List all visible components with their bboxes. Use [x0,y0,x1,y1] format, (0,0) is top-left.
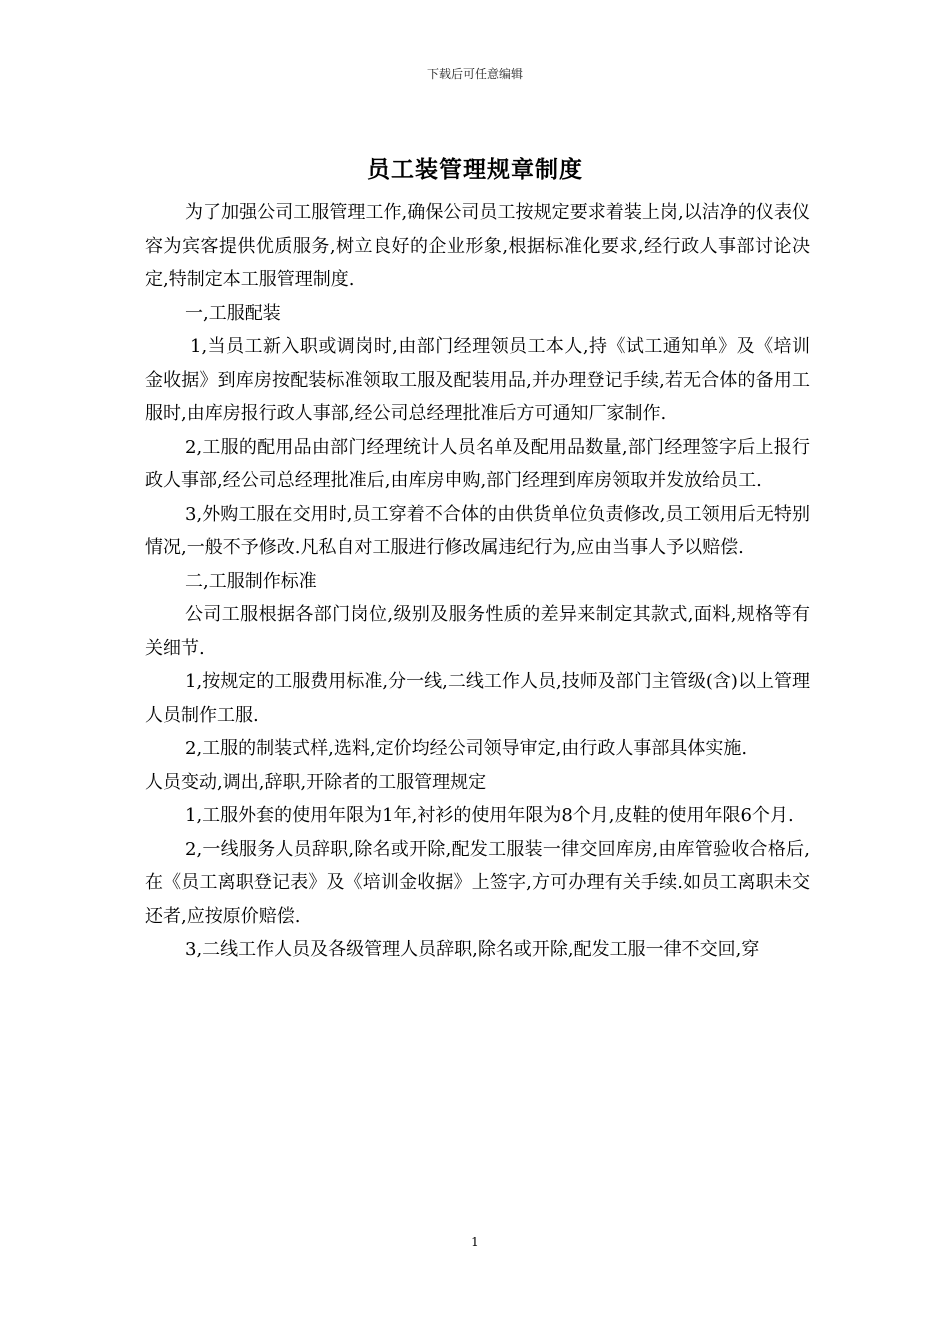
paragraph-change-3: 3,二线工作人员及各级管理人员辞职,除名或开除,配发工服一律不交回,穿 [185,939,760,960]
paragraph-issue-3: 3,外购工服在交用时,员工穿着不合体的由供货单位负责修改,员工领用后无特别情况,一般不予修改.凡私自对工服进行修改属违纪行为,应由当事人予以赔偿. [145,503,810,558]
paragraph-standard-2: 2,工服的制装式样,选料,定价均经公司领导审定,由行政人事部具体实施. [185,738,748,759]
paragraph-change-1: 1,工服外套的使用年限为1年,衬衫的使用年限为8个月,皮鞋的使用年限6个月. [185,805,794,826]
paragraph-standard-1: 1,按规定的工服费用标准,分一线,二线工作人员,技师及部门主管级(含)以上管理人员制作工服. [145,671,810,726]
paragraph-standard-intro: 公司工服根据各部门岗位,级别及服务性质的差异来制定其款式,面料,规格等有关细节. [145,604,810,659]
section-heading-uniform-issue: 一,工服配装 [185,302,281,324]
paragraph-issue-2: 2,工服的配用品由部门经理统计人员名单及配用品数量,部门经理签字后上报行政人事部,经公司总经理批准后,由库房申购,部门经理到库房领取并发放给员工. [145,436,810,491]
document-title: 员工装管理规章制度 [367,156,583,183]
section-heading-uniform-standard: 二,工服制作标准 [185,570,317,592]
paragraph-issue-1: 1,当员工新入职或调岗时,由部门经理领员工本人,持《试工通知单》及《培训金收据》到库房按配装标准领取工服及配装用品,并办理登记手续,若无合体的备用工服时,由库房报行政人事部,经公司总经理批准后方可通知厂家制作. [145,336,810,424]
page-number: 1 [471,1235,479,1249]
document-body [145,196,810,967]
paragraph-change-2: 2,一线服务人员辞职,除名或开除,配发工服装一律交回库房,由库管验收合格后,在《员工离职登记表》及《培训金收据》上签字,方可办理有关手续.如员工离职未交还者,应按原价赔偿. [145,838,810,927]
page-header-note: 下载后可任意编辑 [426,67,523,81]
section-heading-personnel-change: 人员变动,调出,辞职,开除者的工服管理规定 [145,771,487,793]
paragraph-intro: 为了加强公司工服管理工作,确保公司员工按规定要求着装上岗,以洁净的仪表仪容为宾客提供优质服务,树立良好的企业形象,根据标准化要求,经行政人事部讨论决定,特制定本工服管理制度. [145,202,810,290]
